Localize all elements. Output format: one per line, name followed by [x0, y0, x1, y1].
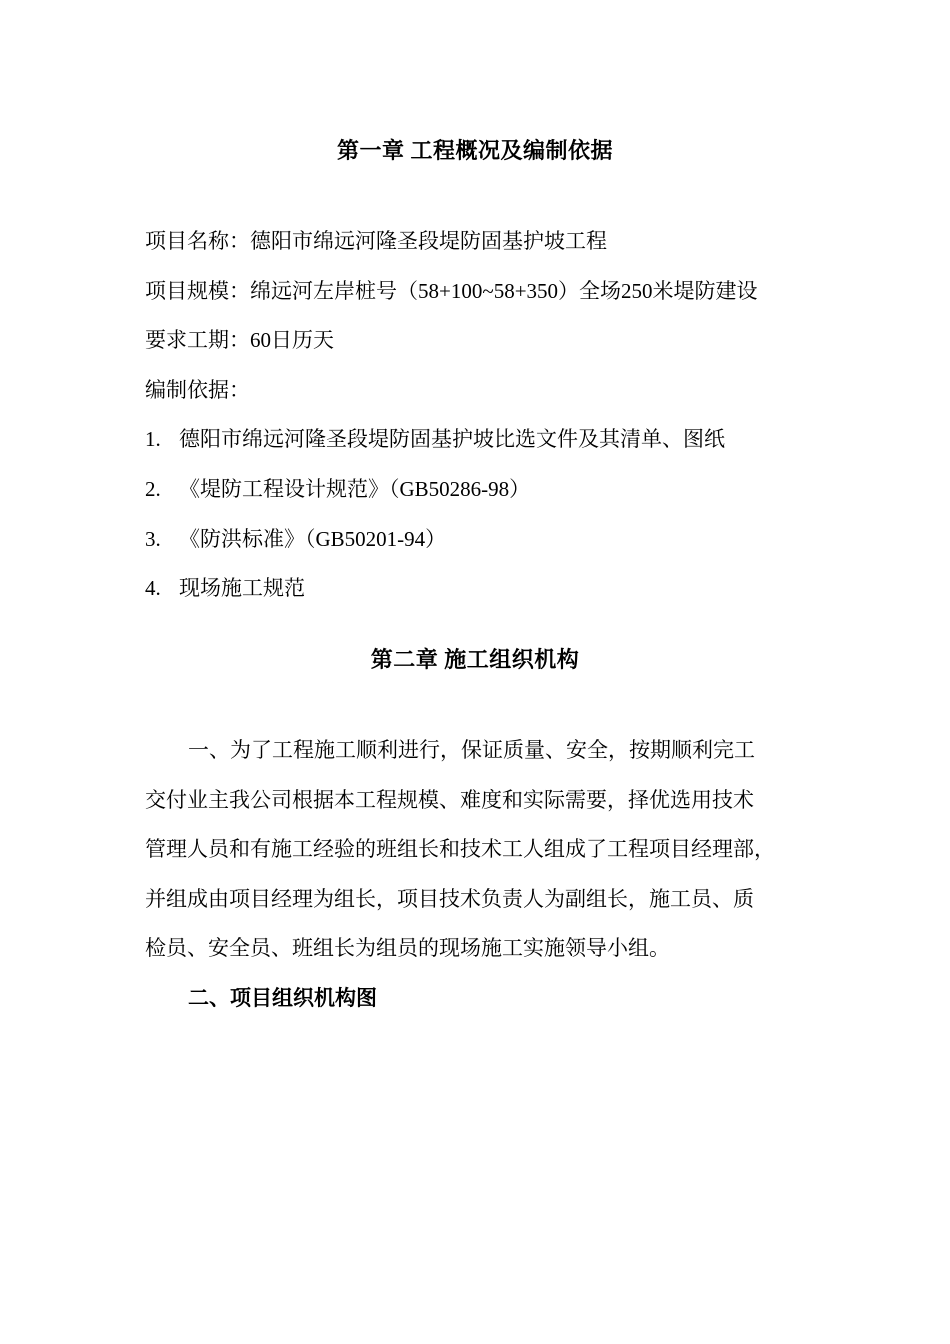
- paragraph-line: 检员、安全员、班组长为组员的现场施工实施领导小组。: [145, 936, 670, 960]
- chapter-1-title: 第一章 工程概况及编制依据: [336, 138, 613, 163]
- basis-item-text: 《堤防工程设计规范》（GB50286-98）: [179, 477, 531, 501]
- basis-item-number: 3.: [145, 527, 161, 551]
- basis-item-1: [145, 424, 725, 454]
- paragraph-line: 并组成由项目经理为组长，项目技术负责人为副组长，施工员、质: [145, 887, 754, 911]
- basis-item-text: 德阳市绵远河隆圣段堤防固基护坡比选文件及其清单、图纸: [179, 427, 725, 451]
- project-duration: 要求工期：60日历天: [145, 328, 334, 352]
- basis-item-4: [145, 573, 305, 603]
- basis-item-text: 《防洪标准》（GB50201-94）: [179, 527, 447, 551]
- section-2-title: 二、项目组织机构图: [188, 986, 377, 1010]
- chapter-2-title: 第二章 施工组织机构: [370, 647, 580, 672]
- basis-label: 编制依据：: [145, 378, 250, 402]
- project-name: 项目名称：德阳市绵远河隆圣段堤防固基护坡工程: [145, 229, 607, 253]
- basis-item-number: 4.: [145, 576, 161, 600]
- paragraph-line: 管理人员和有施工经验的班组长和技术工人组成了工程项目经理部，: [145, 837, 775, 861]
- basis-item-number: 1.: [145, 427, 161, 451]
- basis-item-3: [145, 524, 446, 554]
- basis-item-text: 现场施工规范: [179, 576, 305, 600]
- basis-item-number: 2.: [145, 477, 161, 501]
- paragraph-line: 一、为了工程施工顺利进行，保证质量、安全，按期顺利完工: [188, 738, 755, 762]
- paragraph-line: 交付业主我公司根据本工程规模、难度和实际需要，择优选用技术: [145, 788, 754, 812]
- basis-item-2: [145, 474, 530, 504]
- project-scale: 项目规模：绵远河左岸桩号（58+100~58+350）全场250米堤防建设: [145, 279, 758, 303]
